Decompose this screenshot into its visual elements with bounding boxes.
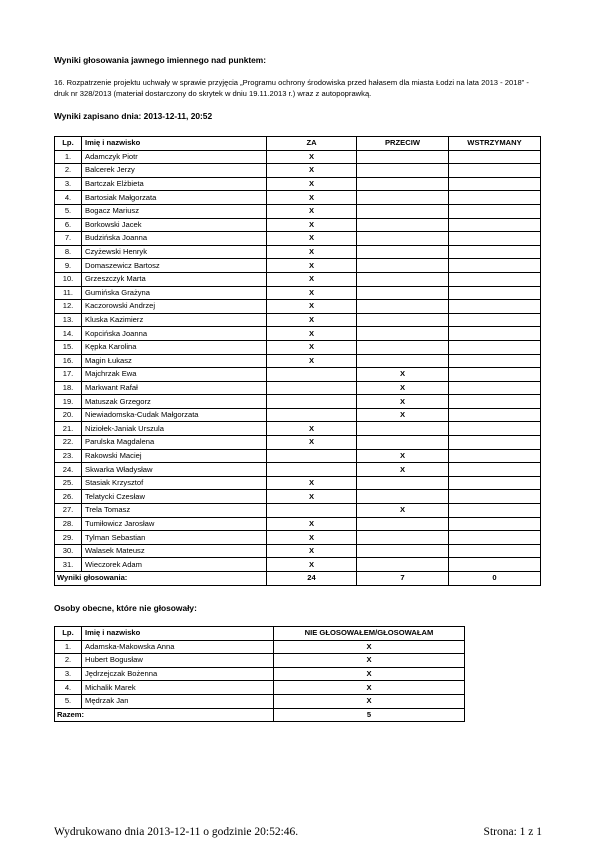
table-row	[55, 368, 541, 382]
row-lp: 9.	[55, 259, 82, 273]
row-wstrzymany	[449, 218, 541, 232]
header-przeciw: PRZECIW	[357, 137, 449, 151]
row-przeciw	[357, 164, 449, 178]
row-name: Adamczyk Piotr	[82, 150, 267, 164]
row-za	[267, 368, 357, 382]
row-lp: 3.	[55, 177, 82, 191]
table-row	[55, 694, 465, 708]
row-przeciw	[357, 558, 449, 572]
row-lp: 12.	[55, 300, 82, 314]
row-przeciw	[357, 272, 449, 286]
table-row	[55, 395, 541, 409]
row-wstrzymany	[449, 531, 541, 545]
row-przeciw	[357, 422, 449, 436]
row-wstrzymany	[449, 422, 541, 436]
row-lp: 20.	[55, 408, 82, 422]
row-za: X	[267, 327, 357, 341]
absent-body	[55, 640, 465, 708]
table-row	[55, 381, 541, 395]
table-row	[55, 531, 541, 545]
row-przeciw	[357, 204, 449, 218]
row-name: Niewiadomska-Cudak Małgorzata	[82, 408, 267, 422]
row-wstrzymany	[449, 300, 541, 314]
table-row	[55, 340, 541, 354]
row-za: X	[267, 204, 357, 218]
row-za: X	[267, 191, 357, 205]
row-name: Tumiłowicz Jarosław	[82, 517, 267, 531]
row-wstrzymany	[449, 150, 541, 164]
row-przeciw: X	[357, 463, 449, 477]
row-name: Michalik Marek	[82, 681, 274, 695]
absent-table	[54, 626, 465, 722]
row-wstrzymany	[449, 463, 541, 477]
absent-header-row	[55, 627, 465, 641]
row-za: X	[267, 272, 357, 286]
row-name: Hubert Bogusław	[82, 654, 274, 668]
row-przeciw	[357, 436, 449, 450]
row-name: Majchrzak Ewa	[82, 368, 267, 382]
table-row	[55, 490, 541, 504]
header-name: Imię i nazwisko	[82, 627, 274, 641]
table-row	[55, 436, 541, 450]
row-lp: 16.	[55, 354, 82, 368]
recorded-timestamp: Wyniki zapisano dnia: 2013-12-11, 20:52	[54, 111, 213, 121]
row-name: Grzeszczyk Marta	[82, 272, 267, 286]
row-przeciw: X	[357, 449, 449, 463]
row-przeciw: X	[357, 368, 449, 382]
footer-printed-date: Wydrukowano dnia 2013-12-11 o godzinie 20:52:46.	[54, 826, 299, 838]
row-wstrzymany	[449, 164, 541, 178]
section-heading: Wyniki głosowania jawnego imiennego nad punktem:	[54, 55, 267, 65]
row-name: Gumińska Grażyna	[82, 286, 267, 300]
row-lp: 1.	[55, 150, 82, 164]
table-row	[55, 504, 541, 518]
row-wstrzymany	[449, 476, 541, 490]
header-not-voted: NIE GŁOSOWAŁEM/GŁOSOWAŁAM	[274, 627, 465, 641]
row-lp: 3.	[55, 667, 82, 681]
row-lp: 26.	[55, 490, 82, 504]
absent-section-title: Osoby obecne, które nie głosowały:	[54, 603, 197, 613]
row-za: X	[267, 150, 357, 164]
table-row	[55, 449, 541, 463]
row-wstrzymany	[449, 436, 541, 450]
votes-header-row	[55, 137, 541, 151]
table-row	[55, 313, 541, 327]
row-za: X	[267, 245, 357, 259]
row-wstrzymany	[449, 191, 541, 205]
row-za: X	[267, 232, 357, 246]
row-wstrzymany	[449, 558, 541, 572]
row-lp: 10.	[55, 272, 82, 286]
row-lp: 11.	[55, 286, 82, 300]
row-za: X	[267, 558, 357, 572]
total-za: 24	[267, 572, 357, 586]
row-lp: 14.	[55, 327, 82, 341]
table-row	[55, 327, 541, 341]
table-row	[55, 259, 541, 273]
row-za	[267, 449, 357, 463]
row-name: Jędrzejczak Bożenna	[82, 667, 274, 681]
table-row	[55, 408, 541, 422]
row-wstrzymany	[449, 381, 541, 395]
row-za: X	[267, 300, 357, 314]
row-za	[267, 463, 357, 477]
row-za	[267, 408, 357, 422]
row-name: Domaszewicz Bartosz	[82, 259, 267, 273]
row-przeciw	[357, 150, 449, 164]
row-not-voted: X	[274, 654, 465, 668]
row-lp: 15.	[55, 340, 82, 354]
table-row	[55, 218, 541, 232]
row-wstrzymany	[449, 340, 541, 354]
table-row	[55, 681, 465, 695]
table-row	[55, 354, 541, 368]
row-przeciw	[357, 232, 449, 246]
row-przeciw: X	[357, 381, 449, 395]
row-przeciw	[357, 490, 449, 504]
row-wstrzymany	[449, 232, 541, 246]
row-za: X	[267, 354, 357, 368]
row-wstrzymany	[449, 327, 541, 341]
row-lp: 4.	[55, 191, 82, 205]
table-row	[55, 245, 541, 259]
row-za: X	[267, 436, 357, 450]
row-za: X	[267, 490, 357, 504]
row-za: X	[267, 313, 357, 327]
row-lp: 25.	[55, 476, 82, 490]
row-lp: 22.	[55, 436, 82, 450]
table-row	[55, 667, 465, 681]
table-row	[55, 517, 541, 531]
row-za: X	[267, 517, 357, 531]
row-wstrzymany	[449, 368, 541, 382]
total-wstrzymany: 0	[449, 572, 541, 586]
row-przeciw	[357, 327, 449, 341]
header-za: ZA	[267, 137, 357, 151]
votes-body	[55, 150, 541, 571]
row-wstrzymany	[449, 449, 541, 463]
row-name: Markwant Rafał	[82, 381, 267, 395]
row-name: Parulska Magdalena	[82, 436, 267, 450]
row-za: X	[267, 544, 357, 558]
row-przeciw	[357, 286, 449, 300]
row-wstrzymany	[449, 272, 541, 286]
row-za	[267, 504, 357, 518]
row-lp: 21.	[55, 422, 82, 436]
row-name: Magin Łukasz	[82, 354, 267, 368]
row-przeciw	[357, 340, 449, 354]
row-name: Budzińska Joanna	[82, 232, 267, 246]
row-wstrzymany	[449, 259, 541, 273]
row-lp: 19.	[55, 395, 82, 409]
row-lp: 29.	[55, 531, 82, 545]
row-name: Rakowski Maciej	[82, 449, 267, 463]
row-przeciw	[357, 476, 449, 490]
row-przeciw	[357, 191, 449, 205]
row-wstrzymany	[449, 204, 541, 218]
row-name: Bogacz Mariusz	[82, 204, 267, 218]
table-row	[55, 150, 541, 164]
row-lp: 23.	[55, 449, 82, 463]
row-name: Adamska-Makowska Anna	[82, 640, 274, 654]
row-name: Bartosiak Małgorzata	[82, 191, 267, 205]
row-name: Bartczak Elżbieta	[82, 177, 267, 191]
row-name: Walasek Mateusz	[82, 544, 267, 558]
row-przeciw	[357, 544, 449, 558]
row-not-voted: X	[274, 667, 465, 681]
row-przeciw: X	[357, 408, 449, 422]
row-wstrzymany	[449, 490, 541, 504]
header-wstrzymany: WSTRZYMANY	[449, 137, 541, 151]
row-name: Matuszak Grzegorz	[82, 395, 267, 409]
table-row	[55, 191, 541, 205]
row-lp: 4.	[55, 681, 82, 695]
row-za: X	[267, 259, 357, 273]
row-wstrzymany	[449, 517, 541, 531]
row-name: Niziołek-Janiak Urszula	[82, 422, 267, 436]
row-lp: 8.	[55, 245, 82, 259]
header-name: Imię i nazwisko	[82, 137, 267, 151]
table-row	[55, 300, 541, 314]
row-za: X	[267, 164, 357, 178]
row-wstrzymany	[449, 177, 541, 191]
row-lp: 24.	[55, 463, 82, 477]
row-name: Telatycki Czesław	[82, 490, 267, 504]
row-name: Wieczorek Adam	[82, 558, 267, 572]
row-lp: 30.	[55, 544, 82, 558]
table-row	[55, 422, 541, 436]
row-wstrzymany	[449, 544, 541, 558]
footer-page-number: Strona: 1 z 1	[483, 826, 542, 838]
row-lp: 17.	[55, 368, 82, 382]
row-lp: 2.	[55, 654, 82, 668]
absent-total-row	[55, 708, 465, 722]
row-przeciw	[357, 531, 449, 545]
row-name: Skwarka Władysław	[82, 463, 267, 477]
row-wstrzymany	[449, 504, 541, 518]
table-row	[55, 558, 541, 572]
row-przeciw	[357, 313, 449, 327]
row-przeciw	[357, 300, 449, 314]
row-wstrzymany	[449, 354, 541, 368]
row-wstrzymany	[449, 286, 541, 300]
table-row	[55, 544, 541, 558]
row-name: Kaczorowski Andrzej	[82, 300, 267, 314]
row-name: Stasiak Krzysztof	[82, 476, 267, 490]
totals-label: Wyniki głosowania:	[55, 572, 267, 586]
row-lp: 31.	[55, 558, 82, 572]
row-name: Trela Tomasz	[82, 504, 267, 518]
row-przeciw	[357, 354, 449, 368]
row-not-voted: X	[274, 681, 465, 695]
row-lp: 27.	[55, 504, 82, 518]
table-row	[55, 476, 541, 490]
row-lp: 18.	[55, 381, 82, 395]
row-za: X	[267, 531, 357, 545]
row-lp: 2.	[55, 164, 82, 178]
row-lp: 7.	[55, 232, 82, 246]
table-row	[55, 204, 541, 218]
row-przeciw	[357, 517, 449, 531]
table-row	[55, 640, 465, 654]
row-za: X	[267, 286, 357, 300]
row-name: Kopcińska Joanna	[82, 327, 267, 341]
row-za: X	[267, 218, 357, 232]
row-przeciw	[357, 245, 449, 259]
table-row	[55, 177, 541, 191]
row-wstrzymany	[449, 408, 541, 422]
row-name: Tylman Sebastian	[82, 531, 267, 545]
votes-totals-row	[55, 572, 541, 586]
row-za	[267, 395, 357, 409]
row-lp: 6.	[55, 218, 82, 232]
row-name: Balcerek Jerzy	[82, 164, 267, 178]
row-przeciw	[357, 259, 449, 273]
row-name: Czyżewski Henryk	[82, 245, 267, 259]
row-za: X	[267, 340, 357, 354]
total-przeciw: 7	[357, 572, 449, 586]
header-lp: Lp.	[55, 627, 82, 641]
row-za: X	[267, 476, 357, 490]
row-przeciw: X	[357, 504, 449, 518]
row-lp: 13.	[55, 313, 82, 327]
table-row	[55, 654, 465, 668]
row-not-voted: X	[274, 640, 465, 654]
table-row	[55, 164, 541, 178]
row-name: Kluska Kazimierz	[82, 313, 267, 327]
table-row	[55, 463, 541, 477]
row-za	[267, 381, 357, 395]
row-lp: 5.	[55, 694, 82, 708]
row-lp: 5.	[55, 204, 82, 218]
table-row	[55, 286, 541, 300]
row-not-voted: X	[274, 694, 465, 708]
row-przeciw	[357, 177, 449, 191]
row-name: Borkowski Jacek	[82, 218, 267, 232]
row-name: Mędrzak Jan	[82, 694, 274, 708]
row-przeciw: X	[357, 395, 449, 409]
row-wstrzymany	[449, 395, 541, 409]
table-row	[55, 232, 541, 246]
row-przeciw	[357, 218, 449, 232]
header-lp: Lp.	[55, 137, 82, 151]
row-wstrzymany	[449, 313, 541, 327]
row-lp: 1.	[55, 640, 82, 654]
row-za: X	[267, 422, 357, 436]
absent-total-value: 5	[274, 708, 465, 722]
row-wstrzymany	[449, 245, 541, 259]
row-name: Kępka Karolina	[82, 340, 267, 354]
table-row	[55, 272, 541, 286]
votes-table	[54, 136, 541, 586]
row-za: X	[267, 177, 357, 191]
absent-total-label: Razem:	[55, 708, 274, 722]
agenda-item-description: 16. Rozpatrzenie projektu uchwały w sprawie przyjęcia „Programu ochrony środowiska przed hałasem dla miasta Łodzi na lata 2013 - 2018” - druk nr 328/2013 (materiał dostarczony do skrytek w dniu 19.11.2013 r.) wraz z autopoprawką.	[54, 78, 529, 98]
row-lp: 28.	[55, 517, 82, 531]
